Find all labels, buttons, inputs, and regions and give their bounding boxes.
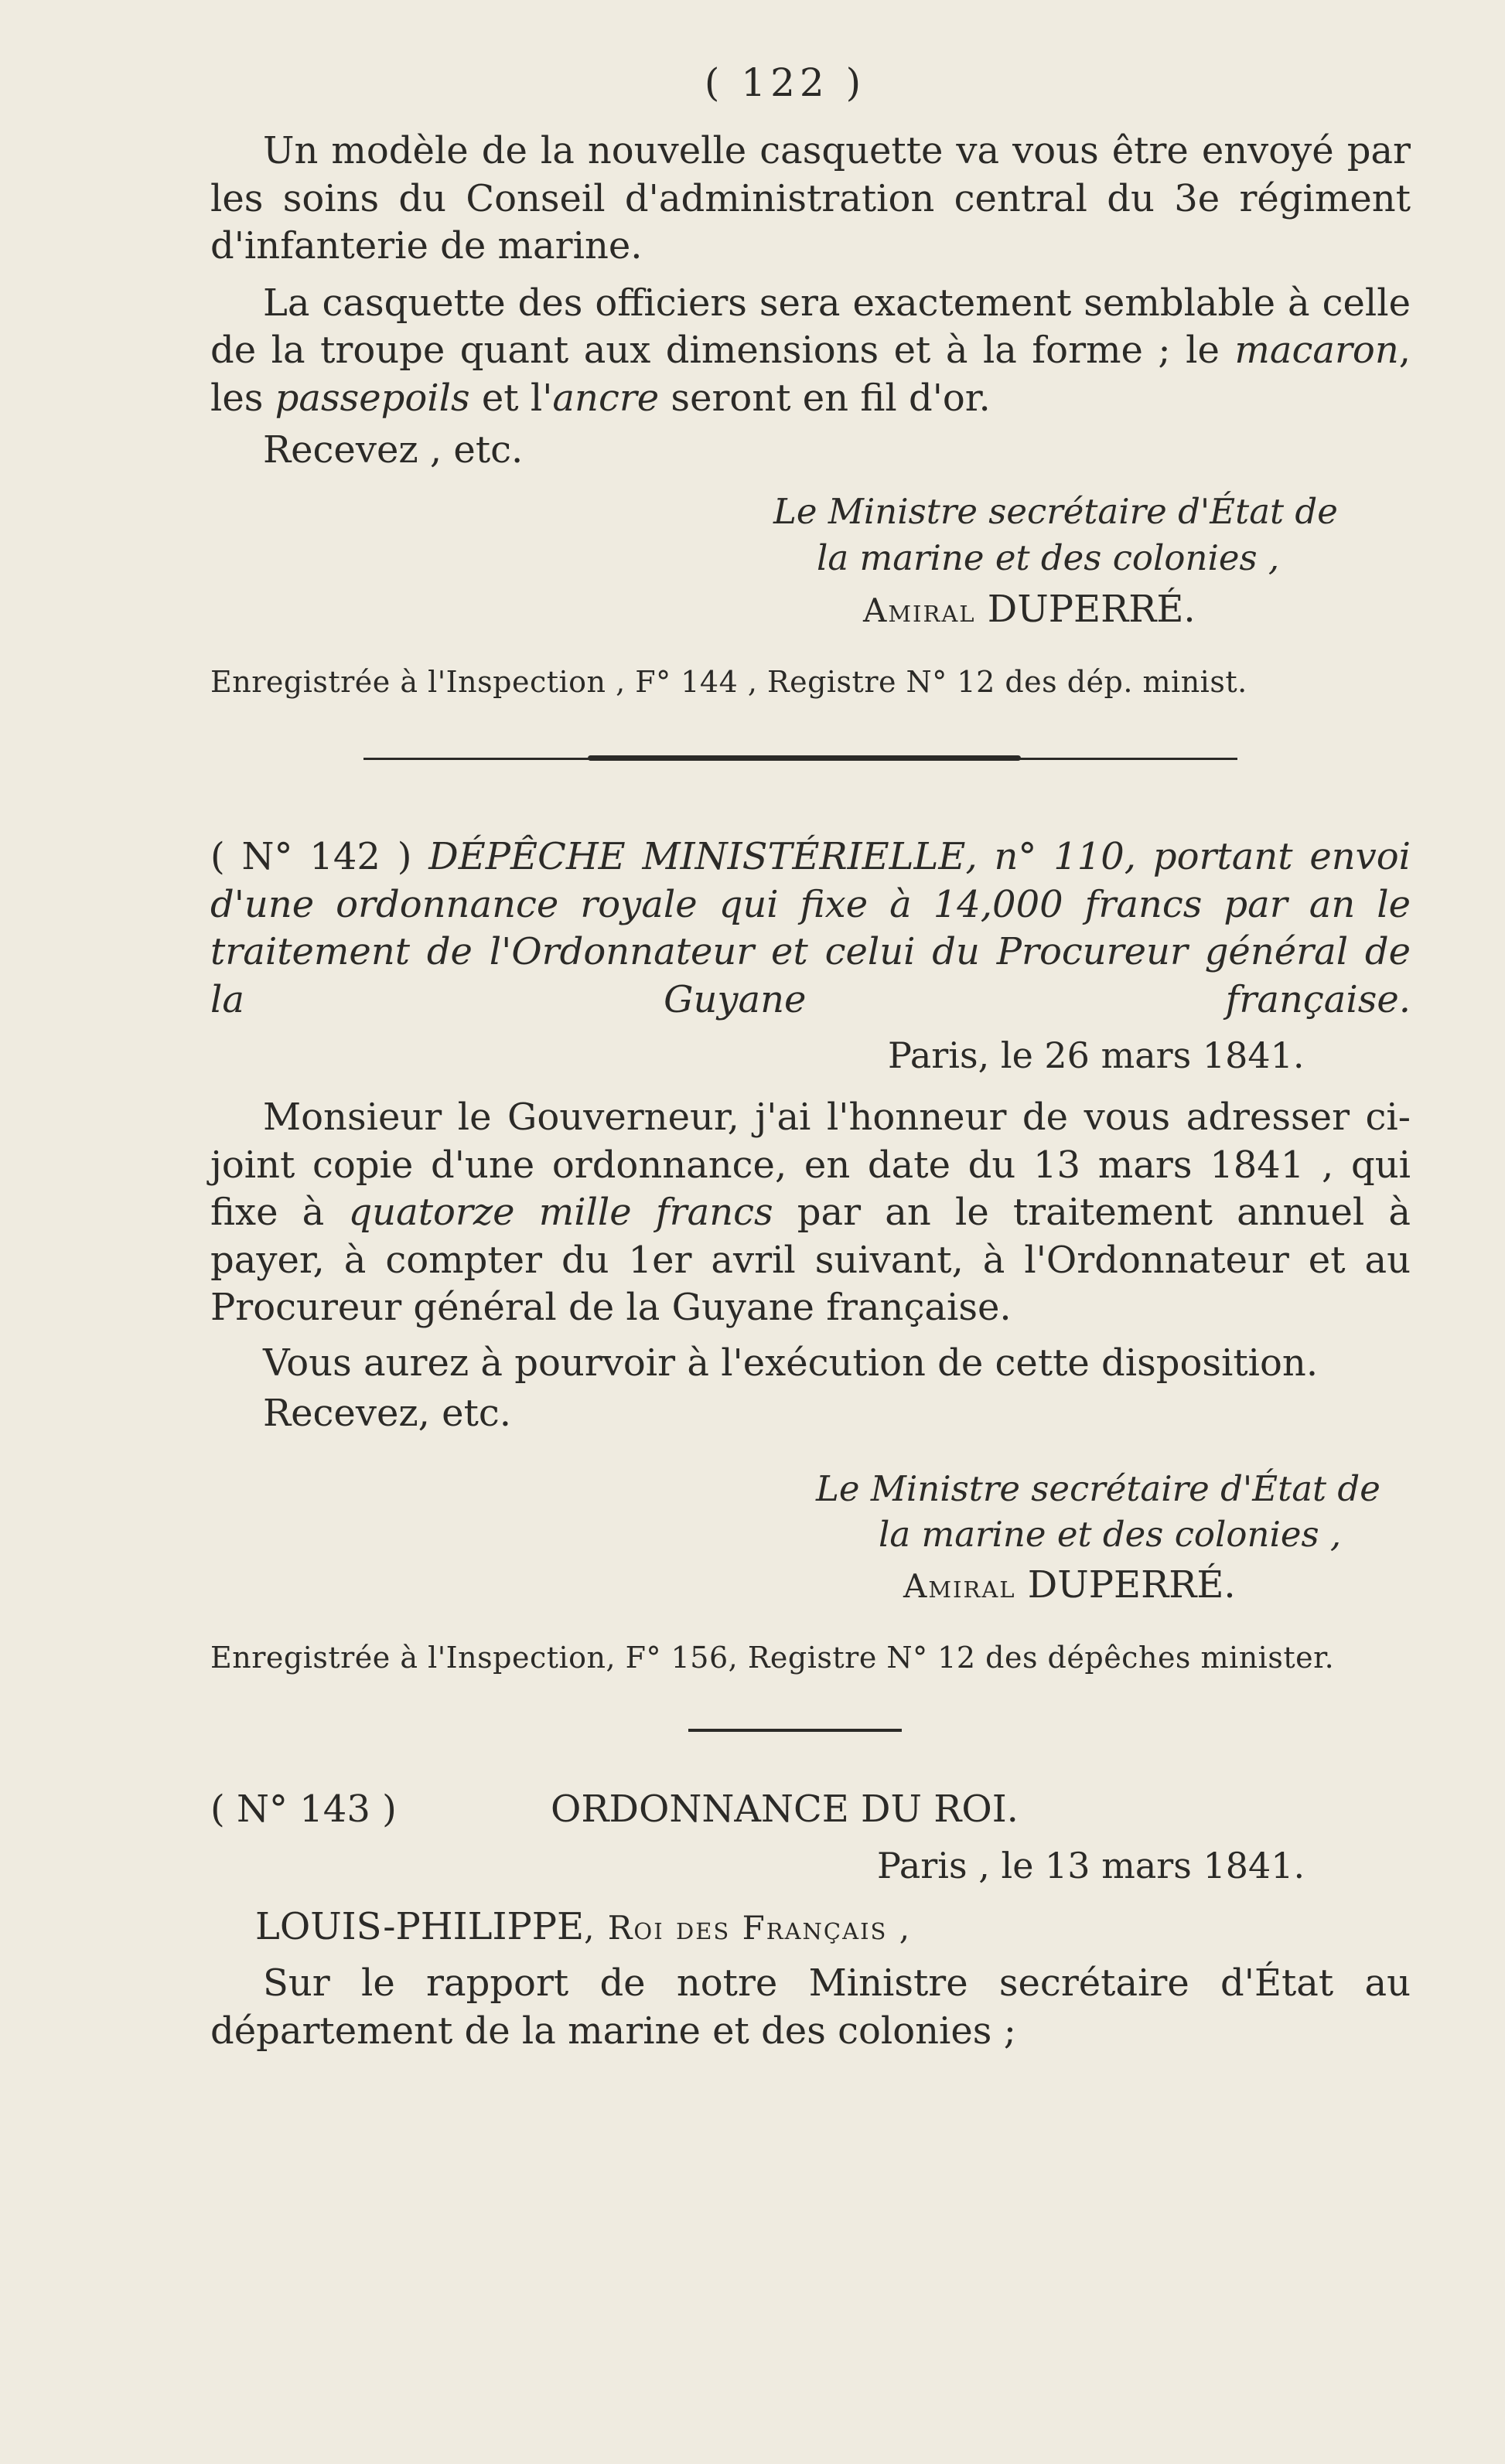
dispatch-title: DÉPÊCHE MINISTÉRIELLE, — [428, 835, 978, 878]
term-ancre: ancre — [552, 376, 660, 420]
closing-formula: Recevez, etc. — [263, 1392, 511, 1435]
term-macaron: macaron — [1234, 329, 1399, 372]
section-2-heading — [210, 833, 1411, 1024]
paragraph-casquette-model: Un modèle de la nouvelle casquette va vous être envoyé par les soins du Conseil d'administration central du 3e régiment d'infanterie de marine. — [210, 129, 1411, 268]
section-1-text — [210, 128, 1411, 475]
ordinance-number: ( N° 143 ) — [210, 1788, 397, 1831]
dispatch-number: ( N° 142 ) — [210, 835, 412, 878]
section-3-text — [210, 1960, 1411, 2055]
closing-formula: Recevez , etc. — [263, 428, 524, 472]
page-number: ( 122 ) — [704, 60, 866, 105]
ordinance-date: Paris , le 13 mars 1841. — [877, 1845, 1305, 1886]
signature-line-1: Le Ministre secrétaire d'État de — [816, 1468, 1380, 1509]
dispatch-subject: n° 110, portant envoi d'une ordonnance royale qui fixe à 14,000 francs par an le traitement de l'Ordonnateur et celui du Procureur général de la Guyane française. — [210, 835, 1411, 1021]
paragraph-ordonnance: Monsieur le Gouverneur, j'ai l'honneur de vous adresser ci-joint copie d'une ordonnance, en date du 13 mars 1841 , qui fixe à quatorze mille francs par an le traitement annuel à payer, à compter du 1er avril suivant, à l'Ordonnateur et au Procureur général de la Guyane française. — [210, 1096, 1411, 1329]
king-line — [255, 1905, 911, 1948]
signature-line-2: la marine et des colonies , — [879, 1514, 1342, 1555]
ordinance-title: ORDONNANCE DU ROI. — [551, 1788, 1019, 1831]
king-title: , Roi des Français , — [584, 1909, 912, 1947]
term-passepoils: passepoils — [275, 376, 470, 420]
king-name: LOUIS-PHILIPPE — [255, 1905, 585, 1948]
registration-note: Enregistrée à l'Inspection, F° 156, Registre N° 12 des dépêches minister. — [210, 1641, 1335, 1675]
signatory-name: Amiral DUPERRÉ. — [863, 588, 1196, 631]
section-divider-thick — [588, 755, 1021, 761]
paragraph-officer-casquette: La casquette des officiers sera exactement semblable à celle de la troupe quant aux dimensions et à la forme ; le macaron, les passepoils et l'ancre seront en fil d'or. — [210, 281, 1411, 420]
registration-note: Enregistrée à l'Inspection , F° 144 , Registre N° 12 des dép. minist. — [210, 665, 1247, 699]
signatory-name: Amiral DUPERRÉ. — [903, 1563, 1236, 1607]
signature-line-2: la marine et des colonies , — [817, 537, 1280, 578]
dispatch-date: Paris, le 26 mars 1841. — [888, 1034, 1305, 1076]
amount-in-words: quatorze mille francs — [348, 1191, 773, 1234]
signature-line-1: Le Ministre secrétaire d'État de — [773, 491, 1338, 532]
paragraph-execution: Vous aurez à pourvoir à l'exécution de cette disposition. — [263, 1341, 1319, 1385]
section-divider — [688, 1729, 902, 1732]
section-2-text — [210, 1094, 1411, 1438]
paragraph-rapport: Sur le rapport de notre Ministre secrétaire d'État au département de la marine et des colonies ; — [210, 1961, 1411, 2053]
